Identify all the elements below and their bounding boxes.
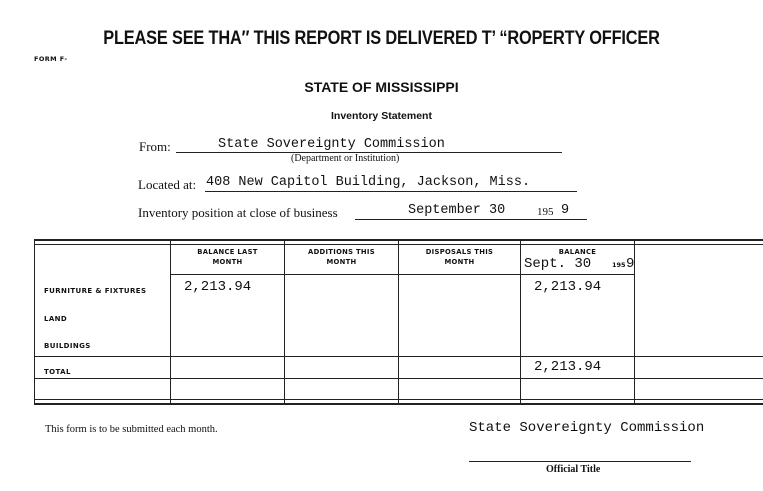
official-title-caption: Official Title [546, 464, 601, 475]
located-label: Located at: [138, 177, 197, 192]
department-caption: (Department or Institution) [291, 153, 400, 164]
document-subtitle: Inventory Statement [331, 110, 432, 122]
position-year-prefix: 195 [537, 206, 554, 218]
furniture-balance: 2,213.94 [534, 279, 602, 295]
col-header-additions: ADDITIONS THIS MONTH [308, 248, 375, 266]
inventory-table [34, 239, 763, 405]
from-value: State Sovereignty Commission [218, 137, 445, 152]
position-label: Inventory position at close of business [138, 205, 338, 220]
position-underline [355, 219, 587, 220]
row-label-land: LAND [44, 315, 68, 323]
from-label: From: [139, 139, 171, 154]
col-header-balance-last-month: BALANCE LAST MONTH [197, 248, 258, 266]
row-label-furniture-fixtures: FURNITURE & FIXTURES [44, 287, 147, 295]
row-label-total: TOTAL [44, 368, 71, 376]
header-underline [170, 274, 634, 275]
delivery-instruction-banner: PLEASE SEE THA″ THIS REPORT IS DELIVERED T’ “ROPERTY OFFICER [103, 28, 660, 49]
position-date: September 30 [408, 203, 506, 218]
col-header-disposals: DISPOSALS THIS MONTH [425, 248, 494, 266]
col-divider-4 [520, 241, 521, 403]
balance-date: Sept. 30 [524, 256, 592, 272]
official-title-line [469, 461, 691, 462]
row-label-buildings: BUILDINGS [44, 342, 91, 350]
located-value: 408 New Capitol Building, Jackson, Miss. [206, 175, 531, 190]
table-left-border [34, 241, 35, 403]
furniture-balance-last-month: 2,213.94 [184, 279, 252, 295]
signature-text: State Sovereignty Commission [469, 420, 705, 436]
position-year-suffix: 9 [561, 203, 570, 218]
total-balance: 2,213.94 [534, 359, 602, 375]
balance-year-suffix: 9 [626, 256, 635, 272]
form-number: FORM F- [34, 55, 68, 63]
submission-note: This form is to be submitted each month. [45, 424, 218, 435]
col-header-balance: BALANCE [558, 248, 597, 256]
state-heading: STATE OF MISSISSIPPI [304, 79, 459, 95]
balance-year-prefix: 195 [612, 261, 626, 269]
located-underline [205, 191, 577, 192]
